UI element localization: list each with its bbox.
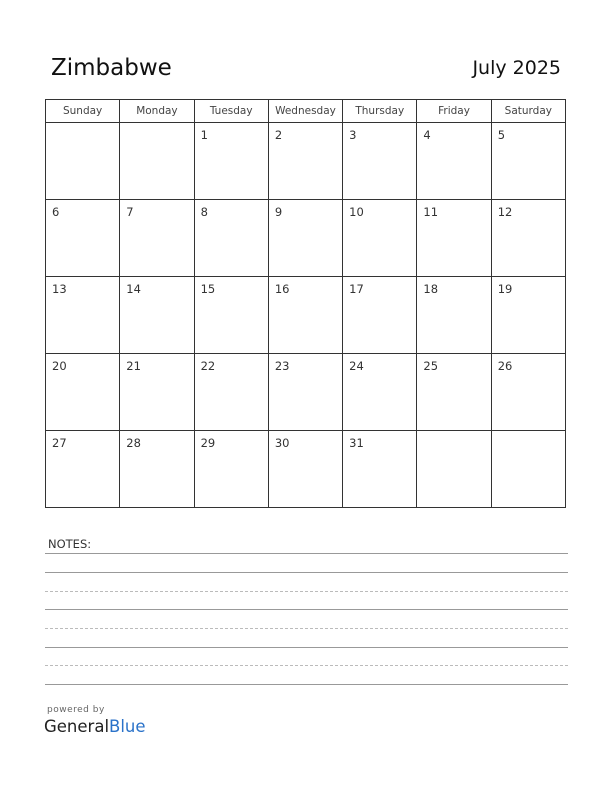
- day-number: 21: [126, 359, 141, 373]
- day-number: 5: [497, 128, 506, 142]
- day-cell: [194, 431, 268, 508]
- day-number: 16: [274, 282, 290, 296]
- day-cell: [268, 277, 342, 354]
- day-cell: [417, 277, 491, 354]
- day-cell: [417, 123, 491, 200]
- day-cell: [417, 200, 491, 277]
- notes-line: [45, 609, 568, 610]
- day-cell: [46, 200, 120, 277]
- day-number: 11: [423, 205, 439, 219]
- day-cell: [343, 277, 417, 354]
- day-number: 17: [349, 282, 364, 296]
- day-number: [492, 431, 565, 436]
- day-number: 7: [126, 205, 134, 219]
- day-cell: [194, 123, 268, 200]
- day-number: [417, 431, 490, 436]
- day-cell: [268, 431, 342, 508]
- notes-line: [45, 665, 568, 666]
- country-title: Zimbabwe: [51, 55, 172, 81]
- day-number: 26: [497, 359, 513, 373]
- day-number: 9: [274, 205, 283, 219]
- day-number: 23: [274, 359, 290, 373]
- weekday-tuesday: Tuesday: [194, 100, 268, 123]
- notes-line: [45, 628, 568, 629]
- day-cell: [343, 200, 417, 277]
- day-cell: [343, 431, 417, 508]
- day-number: 13: [52, 282, 67, 296]
- day-number: 4: [423, 128, 431, 142]
- day-cell: [491, 431, 565, 508]
- day-cell: [120, 123, 194, 200]
- generalblue-logo: [44, 717, 146, 736]
- week-row: [46, 200, 566, 277]
- day-cell: [46, 123, 120, 200]
- day-cell: [120, 354, 194, 431]
- day-number: 19: [497, 282, 513, 296]
- day-cell: [46, 354, 120, 431]
- calendar-grid: [45, 99, 566, 508]
- day-number: 6: [52, 205, 60, 219]
- weekday-monday: Monday: [120, 100, 194, 123]
- day-number: 15: [200, 282, 216, 296]
- weekday-thursday: Thursday: [343, 100, 417, 123]
- day-cell: [194, 200, 268, 277]
- day-number: 18: [423, 282, 439, 296]
- day-number: 14: [126, 282, 141, 296]
- notes-line: [45, 553, 568, 554]
- day-cell: [417, 431, 491, 508]
- brand-blue: Blue: [109, 717, 146, 736]
- week-row: [46, 277, 566, 354]
- weekday-header-row: [46, 100, 566, 123]
- day-cell: [417, 354, 491, 431]
- day-number: 29: [200, 436, 216, 450]
- notes-line: [45, 647, 568, 648]
- day-cell: [194, 354, 268, 431]
- day-number: [46, 123, 119, 128]
- day-number: 22: [200, 359, 216, 373]
- day-cell: [268, 123, 342, 200]
- notes-line: [45, 572, 568, 573]
- week-row: [46, 123, 566, 200]
- day-cell: [343, 123, 417, 200]
- day-number: 12: [497, 205, 513, 219]
- day-cell: [46, 277, 120, 354]
- day-number: 10: [349, 205, 364, 219]
- weekday-friday: Friday: [417, 100, 491, 123]
- day-cell: [491, 277, 565, 354]
- day-number: 8: [200, 205, 208, 219]
- day-number: 20: [52, 359, 67, 373]
- day-cell: [120, 200, 194, 277]
- day-number: 24: [349, 359, 364, 373]
- day-number: 2: [274, 128, 283, 142]
- day-cell: [343, 354, 417, 431]
- day-cell: [120, 431, 194, 508]
- day-cell: [491, 200, 565, 277]
- day-cell: [120, 277, 194, 354]
- day-number: 31: [349, 436, 364, 450]
- month-title: July 2025: [472, 57, 561, 79]
- day-cell: [268, 354, 342, 431]
- day-number: 25: [423, 359, 439, 373]
- weekday-saturday: Saturday: [491, 100, 565, 123]
- day-number: 1: [200, 128, 208, 142]
- day-number: 28: [126, 436, 141, 450]
- day-number: [120, 123, 193, 128]
- day-cell: [491, 123, 565, 200]
- day-cell: [268, 200, 342, 277]
- day-number: 30: [274, 436, 290, 450]
- day-number: 3: [349, 128, 357, 142]
- weekday-sunday: Sunday: [46, 100, 120, 123]
- day-cell: [46, 431, 120, 508]
- week-row: [46, 354, 566, 431]
- powered-by-text: powered by: [47, 705, 105, 715]
- day-cell: [194, 277, 268, 354]
- notes-line: [45, 591, 568, 592]
- weekday-wednesday: Wednesday: [268, 100, 342, 123]
- day-number: 27: [52, 436, 67, 450]
- day-cell: [491, 354, 565, 431]
- notes-label: NOTES:: [48, 537, 92, 551]
- notes-line: [45, 684, 568, 685]
- brand-general: General: [44, 717, 110, 736]
- week-row: [46, 431, 566, 508]
